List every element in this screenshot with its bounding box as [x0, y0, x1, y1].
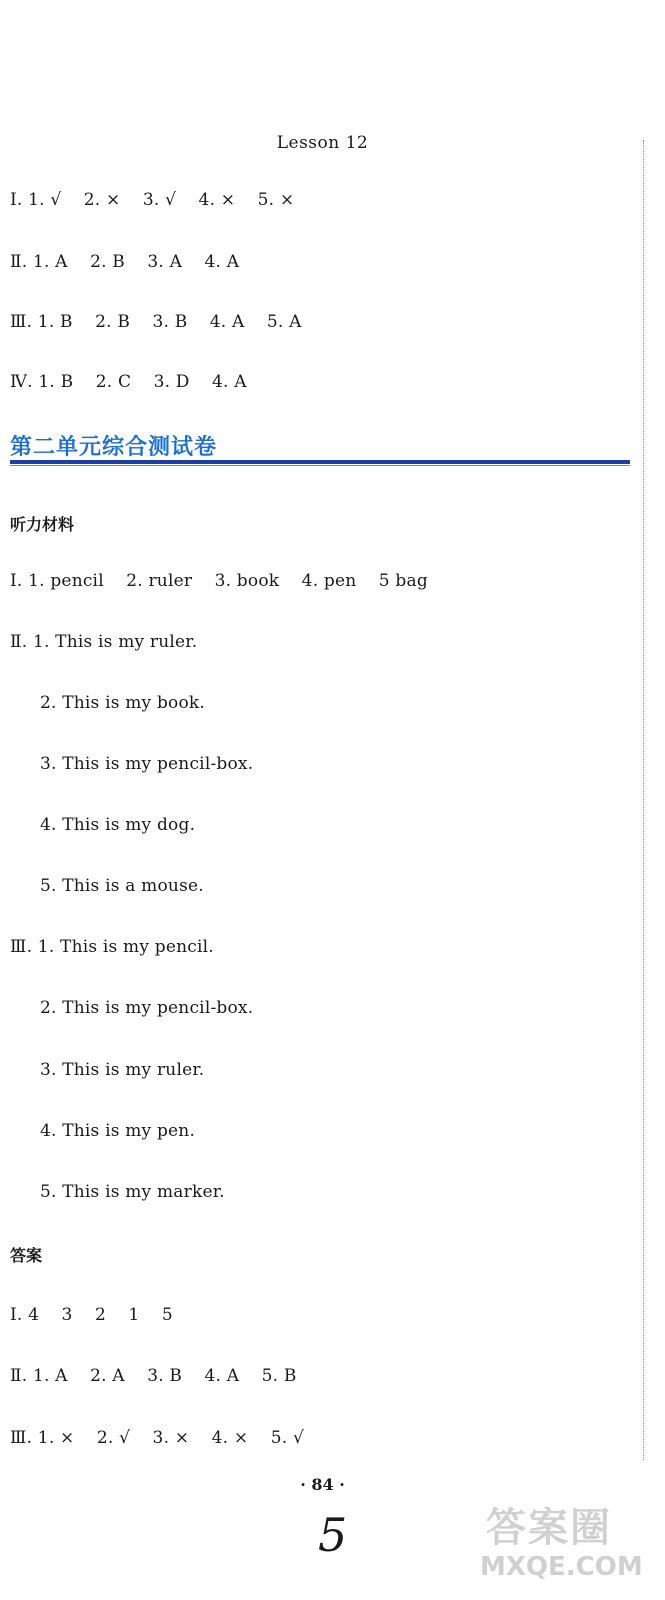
listening-part2-item-4: 4. This is my dog. [40, 815, 196, 835]
listening-part3-item-4: 4. This is my pen. [40, 1121, 196, 1141]
listening-part1: Ⅰ. 1. pencil 2. ruler 3. book 4. pen 5 bag [10, 571, 428, 591]
lesson-title: Lesson 12 [276, 133, 369, 153]
handwritten-note: 5 [318, 1508, 348, 1562]
unit-answer-line-3: Ⅲ. 1. × 2. √ 3. × 4. × 5. √ [10, 1428, 304, 1448]
unit-answer-line-1: Ⅰ. 4 3 2 1 5 [10, 1305, 173, 1325]
unit-answer-line-2: Ⅱ. 1. A 2. A 3. B 4. A 5. B [10, 1366, 297, 1386]
site-watermark [478, 1490, 658, 1590]
lesson-answer-line-1: Ⅰ. 1. √ 2. × 3. √ 4. × 5. × [10, 190, 295, 210]
lesson-answer-line-3: Ⅲ. 1. B 2. B 3. B 4. A 5. A [10, 312, 302, 332]
dotted-margin-line [643, 140, 644, 1460]
listening-part3-item-3: 3. This is my ruler. [40, 1060, 205, 1080]
listening-part3-item-2: 2. This is my pencil-box. [40, 998, 254, 1018]
watermark-url: MXQE.COM [480, 1552, 643, 1582]
listening-heading: 听力材料 [10, 515, 75, 534]
listening-part2-item-2: 2. This is my book. [40, 693, 206, 713]
section-title-rule-thin [10, 465, 630, 466]
answers-heading: 答案 [10, 1246, 43, 1265]
page-number: · 84 · [300, 1475, 345, 1494]
watermark-text: 答案圈 [486, 1505, 612, 1551]
unit-test-title: 第二单元综合测试卷 [10, 435, 218, 460]
listening-part2-item-1: Ⅱ. 1. This is my ruler. [10, 632, 198, 652]
listening-part2-item-3: 3. This is my pencil-box. [40, 754, 254, 774]
listening-part3-item-1: Ⅲ. 1. This is my pencil. [10, 937, 214, 957]
lesson-answer-line-2: Ⅱ. 1. A 2. B 3. A 4. A [10, 252, 240, 272]
listening-part3-item-5: 5. This is my marker. [40, 1182, 225, 1202]
section-title-rule [10, 460, 630, 464]
lesson-answer-line-4: Ⅳ. 1. B 2. C 3. D 4. A [10, 372, 247, 392]
listening-part2-item-5: 5. This is a mouse. [40, 876, 204, 896]
